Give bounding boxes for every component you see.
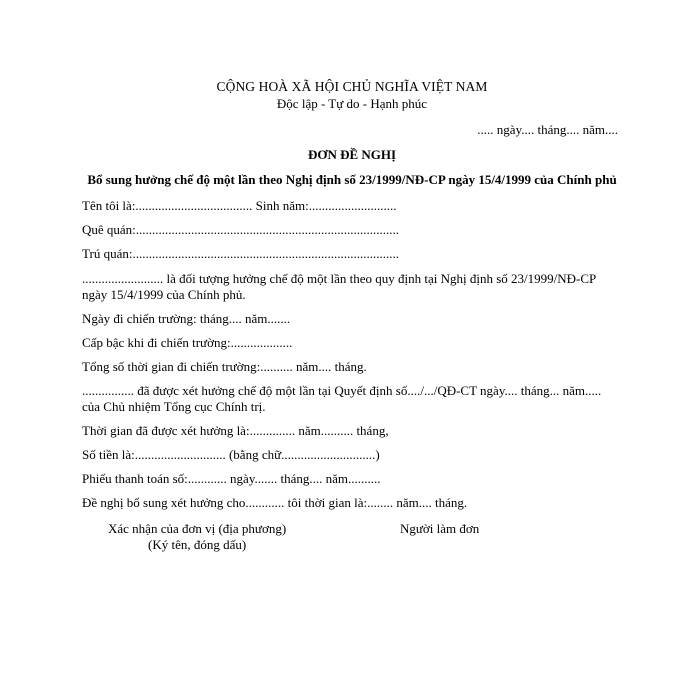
field-hometown: Quê quán:................................................................................. — [82, 222, 400, 237]
national-title: CỘNG HOÀ XÃ HỘI CHỦ NGHĨA VIỆT NAM — [216, 79, 488, 94]
document-page — [82, 78, 622, 561]
field-name-birthyear: Tên tôi là:.................................... Sinh năm:........................... — [82, 198, 397, 213]
applicant-label: Người làm đơn — [400, 521, 480, 536]
field-request: Đề nghị bổ sung xét hưởng cho............ tôi thời gian là:........ năm.... tháng. — [82, 495, 468, 510]
field-payment-slip: Phiếu thanh toán số:............ ngày....... tháng.... năm.......... — [82, 471, 381, 486]
field-total-time: Tổng số thời gian đi chiến trường:.......... năm.... tháng. — [82, 359, 367, 374]
field-time-considered: Thời gian đã được xét hưởng là:.............. năm.......... tháng, — [82, 423, 389, 438]
sign-stamp-note: (Ký tên, đóng dấu) — [148, 537, 247, 552]
unit-confirmation-label: Xác nhận của đơn vị (địa phương) — [108, 521, 287, 536]
signature-block — [82, 521, 622, 561]
field-eligibility: ......................... là đối tượng hưởng chế độ một lần theo quy định tại Nghị định số 23/1999/NĐ-CP ngày 15/4/1999 của Chính phủ. — [82, 271, 596, 302]
document-subtitle: Bổ sung hưởng chế độ một lần theo Nghị định số 23/1999/NĐ-CP ngày 15/4/1999 của Chính phủ — [87, 172, 617, 187]
field-amount: Số tiền là:............................ (bằng chữ.............................) — [82, 447, 380, 462]
document-title: ĐƠN ĐỀ NGHỊ — [307, 147, 397, 162]
field-rank: Cấp bậc khi đi chiến trường:................... — [82, 335, 293, 350]
field-decision: ................ đã được xét hưởng chế độ một lần tại Quyết định số..../.../QĐ-CT ngày.... tháng... năm..... của Chủ nhiệm Tổng cục Chính trị. — [82, 383, 602, 414]
national-motto: Độc lập - Tự do - Hạnh phúc — [276, 96, 428, 111]
field-battlefield-date: Ngày đi chiến trường: tháng.... năm....... — [82, 311, 291, 326]
date-line: ..... ngày.... tháng.... năm.... — [477, 122, 618, 137]
field-residence: Trú quán:.................................................................................. — [82, 246, 399, 261]
